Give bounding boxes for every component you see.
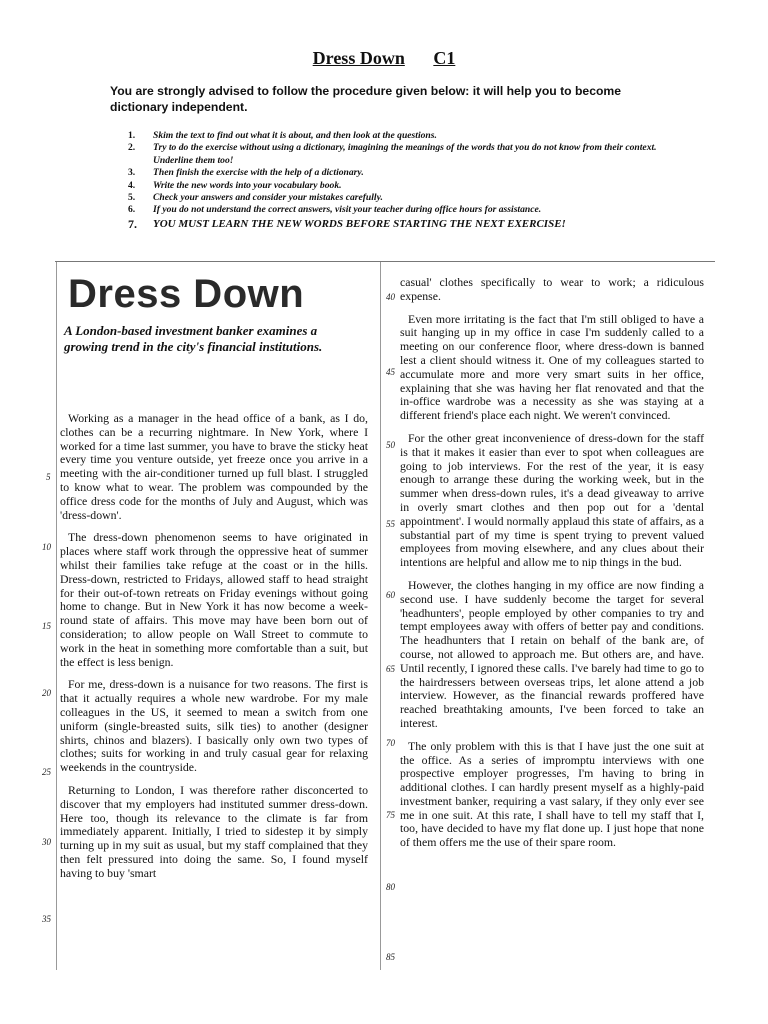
step-number: 5.	[128, 192, 136, 204]
list-item	[128, 192, 688, 204]
article-paragraph: The dress-down phenomenon seems to have originated in places where staff work through the oppressive heat of summer whilst their families take refuge at the coast or in the hills. Dress-down, restricted to Fridays, allowed staff to head straight for their out-of-town retreats on Friday evenings without going home to change. But in New York it has now become a week-round state of affairs. This move may have been born out of consideration; to allow people on Wall Street to commute to work in the heat in something more comfortable than a suit, but the effect is less benign.	[60, 530, 368, 669]
line-number: 65	[386, 664, 395, 674]
list-item	[128, 218, 688, 230]
step-text: YOU MUST LEARN THE NEW WORDS BEFORE STARTING THE NEXT EXERCISE!	[153, 217, 566, 230]
article-top-rule	[55, 261, 715, 262]
list-item	[128, 142, 688, 167]
article-paragraph: For the other great inconvenience of dress-down for the staff is that it makes it easier than ever to spot when colleagues are going to job interviews. For the rest of the year, it is easy enough to arrange these during the working week, but in the summer when dress-down rules, it's a dead giveaway to arrive in overly smart clothes and then pop out for a 'dental appointment'. I would normally applaud this state of affairs, as a substantial part of my time is spent trying to prevent valued employees from moving elsewhere, and any clues about their intentions are helpful and allow me to nip things in the bud.	[400, 430, 704, 570]
step-text: Write the new words into your vocabulary book.	[153, 179, 342, 191]
line-number: 55	[386, 519, 395, 529]
step-text: Check your answers and consider your mistakes carefully.	[153, 192, 383, 204]
line-number: 80	[386, 882, 395, 892]
step-number: 3.	[128, 167, 136, 179]
line-number: 70	[386, 738, 395, 748]
line-number: 35	[42, 914, 51, 924]
line-number: 85	[386, 952, 395, 962]
left-margin-rule	[56, 262, 57, 970]
article-column-left	[60, 412, 368, 890]
column-divider	[380, 262, 381, 970]
step-text: Try to do the exercise without using a dictionary, imagining the meanings of the words that you do not know from their context. Underline them too!	[153, 142, 657, 166]
line-number: 5	[46, 472, 51, 482]
list-item	[128, 167, 688, 179]
list-item	[128, 204, 688, 216]
level-badge: C1	[433, 48, 456, 68]
line-number: 15	[42, 621, 51, 631]
step-text: If you do not understand the correct answers, visit your teacher during office hours for assistance.	[153, 204, 542, 216]
line-number: 10	[42, 542, 51, 552]
article-logo: Dress Down	[68, 272, 305, 316]
article-paragraph: casual' clothes specifically to wear to work; a ridiculous expense.	[400, 275, 704, 303]
line-number: 50	[386, 440, 395, 450]
line-number: 20	[42, 688, 51, 698]
line-number: 40	[386, 292, 395, 302]
line-number: 25	[42, 767, 51, 777]
article-paragraph: Working as a manager in the head office of a bank, as I do, clothes can be a recurring nightmare. In New York, where I worked for a time last summer, you have to brave the sticky heat every time you venture outside, yet freeze once you arrive in a meeting with the air-conditioner turned up full blast. I struggled to know what to wear. The problem was compounded by the office dress code for the months of July and August, which was 'dress-down'.	[60, 411, 368, 522]
article-paragraph: Returning to London, I was therefore rather disconcerted to discover that my employers had instituted summer dress-down. Here too, though its relevance to the climate is far from immediately apparent. Initially, I tried to sidestep it by simply turning up in my suit as usual, but my staff complained that they then felt pressured into doing the same. So, I found myself having to buy 'smart	[60, 782, 368, 880]
step-number: 2.	[128, 142, 136, 154]
procedure-list	[128, 130, 688, 230]
line-number: 30	[42, 837, 51, 847]
page-title	[0, 48, 768, 69]
step-number: 6.	[128, 204, 136, 216]
article-subtitle: A London-based investment banker examines a growing trend in the city's financial institutions.	[64, 323, 323, 354]
article-paragraph: Even more irritating is the fact that I'm still obliged to have a suit hanging up in my office in case I'm suddenly called to a meeting on our conference floor, where dress-down is banned lest a client should witness it. One of my colleagues started to accumulate more and more very smart suits in her office, explaining that she was having her flat renovated and that the in-office wardrobe was a necessity as she was staying at a different friend's place each night. We weren't convinced.	[400, 311, 704, 423]
step-text: Skim the text to find out what it is about, and then look at the questions.	[153, 130, 437, 141]
step-number: 7.	[128, 216, 137, 231]
line-number: 60	[386, 590, 395, 600]
line-number: 75	[386, 810, 395, 820]
article-paragraph: However, the clothes hanging in my office are now finding a second use. I have suddenly become the target for several 'headhunters', people employed by other companies to try and tempt employees away with offers of better pay and conditions. The headhunters that I retain on behalf of the bank are, of course, not allowed to approach me. But others are, and have. Until recently, I ignored these calls. I've barely had time to go to the hairdressers between overseas trips, let alone attend a job interview. However, as the financial rewards proffered have reached breathtaking amounts, I've been forced to take an interest.	[400, 577, 704, 730]
list-item	[128, 130, 688, 142]
step-text: Then finish the exercise with the help of a dictionary.	[153, 167, 364, 179]
title-text: Dress Down	[312, 48, 405, 68]
article-paragraph: The only problem with this is that I have just the one suit at the office. As a series of impromptu interviews with one prospective employer progresses, I'm having to bring in additional clothes. I can hardly present myself as a highly-paid investment banker, requiring a vast salary, if they only ever see me in one suit. At this rate, I shall have to tell my staff that I, too, have decided to have my flat done up. I just hope that none of them offers me the use of their spare room.	[400, 738, 704, 850]
article-column-right	[400, 276, 704, 859]
step-number: 1.	[128, 130, 136, 141]
line-number: 45	[386, 367, 395, 377]
list-item	[128, 180, 688, 192]
advice-text: You are strongly advised to follow the procedure given below: it will help you to become dictionary independent.	[110, 84, 622, 114]
article-paragraph: For me, dress-down is a nuisance for two reasons. The first is that it actually requires a whole new wardrobe. For my male colleagues in the US, it seemed to mean a switch from one uniform (single-breasted suits, silk ties) to another (designer shirts, chinos and blazers). I basically only own two types of clothes; suits for working in and truly casual gear for relaxing weekends in the countryside.	[60, 677, 368, 775]
step-number: 4.	[128, 179, 136, 191]
